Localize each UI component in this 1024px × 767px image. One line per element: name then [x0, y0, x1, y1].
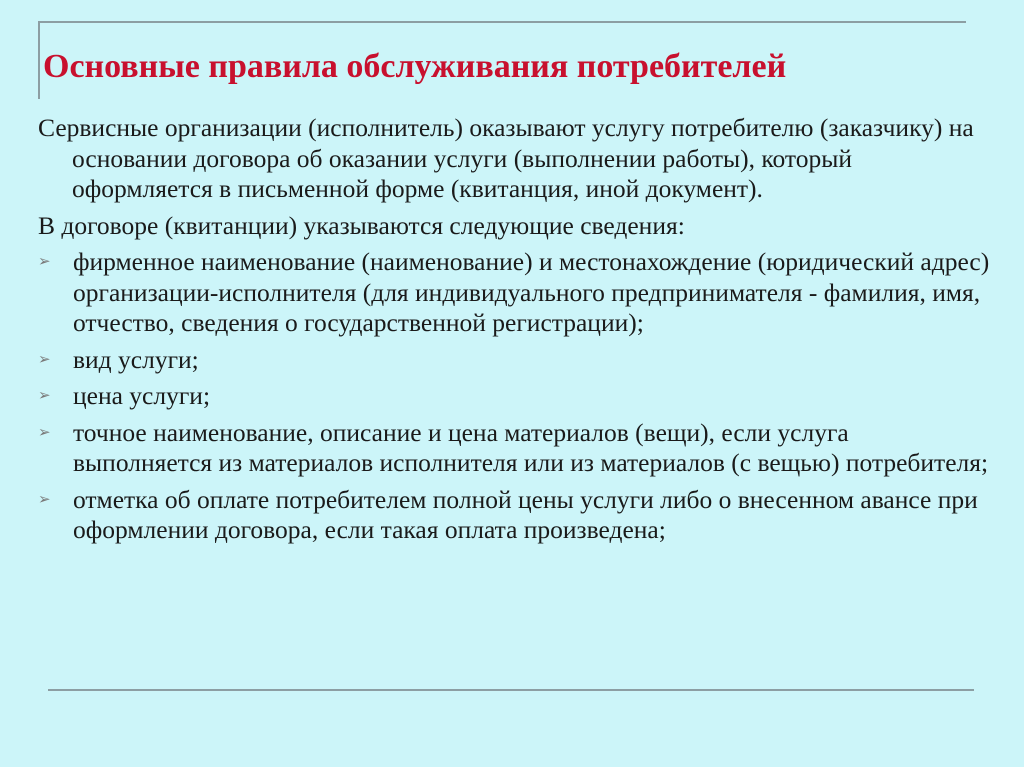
slide-title: Основные правила обслуживания потребителей: [43, 48, 787, 85]
details-list: [38, 247, 993, 546]
frame-top-line: [38, 21, 966, 23]
frame-bottom-line: [48, 689, 974, 691]
list-item: [38, 381, 993, 412]
intro-paragraph: Сервисные организации (исполнитель) оказывают услугу потребителю (заказчику) на основании договора об оказании услуги (выполнении работы), который оформляется в письменной форме (квитанция, иной документ).: [38, 113, 974, 203]
list-intro-paragraph: В договоре (квитанции) указываются следующие сведения:: [38, 210, 685, 240]
list-item-text: фирменное наименование (наименование) и местонахождение (юридический адрес) организации-исполнителя (для индивидуального предпринимателя - фамилия, имя, отчество, сведения о государственной регистрации);: [73, 247, 990, 337]
list-item: [38, 345, 993, 376]
chevron-right-icon: ➢: [38, 351, 51, 368]
list-item-text: точное наименование, описание и цена материалов (вещи), если услуга выполняется из материалов исполнителя или из материалов (с вещью) потребителя;: [73, 417, 989, 477]
chevron-right-icon: ➢: [38, 254, 51, 270]
chevron-right-icon: ➢: [38, 424, 51, 441]
list-item-text: отметка об оплате потребителем полной цены услуги либо о внесенном авансе при оформлении договора, если такая оплата произведена;: [73, 484, 978, 544]
list-item: [38, 247, 993, 339]
chevron-right-icon: ➢: [38, 491, 51, 508]
list-item: [38, 485, 993, 546]
slide-content: [38, 113, 993, 552]
list-item-text: цена услуги;: [73, 381, 211, 410]
list-item: [38, 418, 993, 479]
list-item-text: вид услуги;: [73, 344, 199, 374]
chevron-right-icon: ➢: [38, 388, 51, 404]
frame-left-line: [38, 21, 40, 99]
